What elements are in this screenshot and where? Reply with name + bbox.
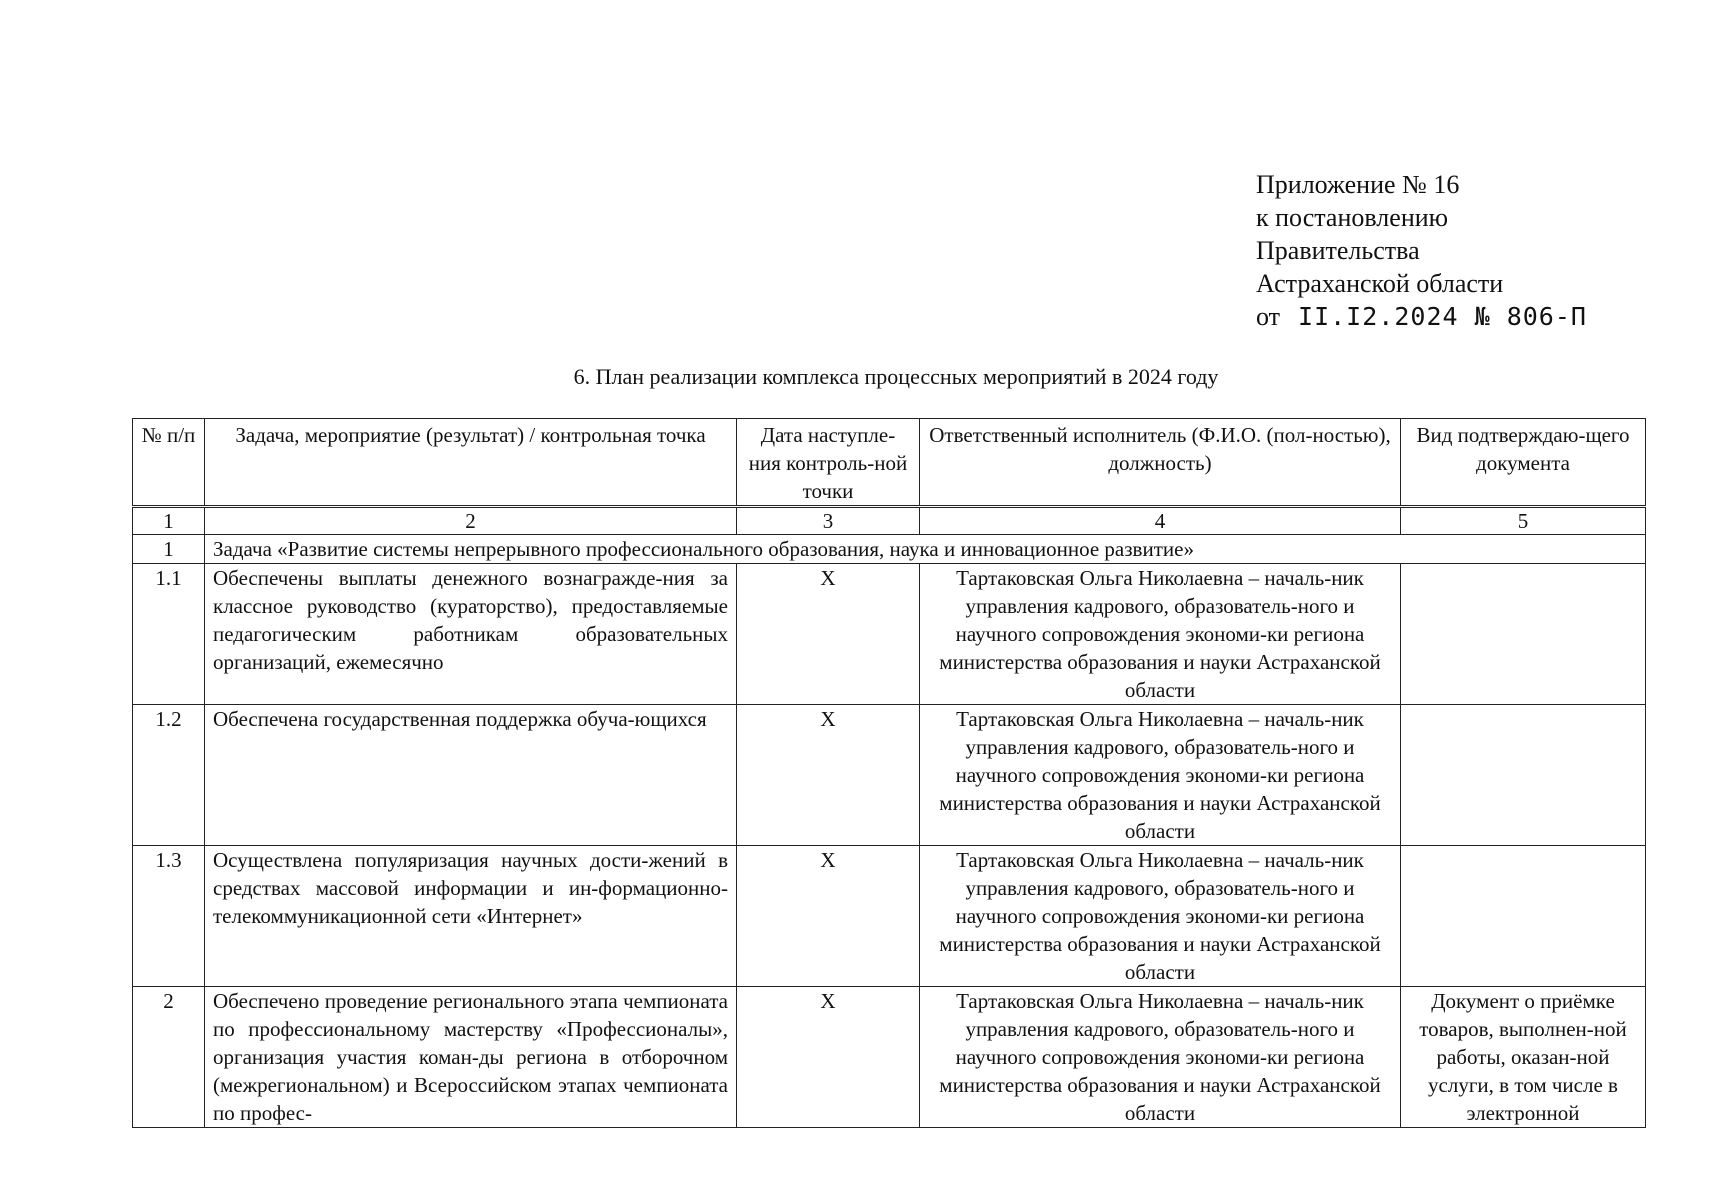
row-responsible: Тартаковская Ольга Николаевна – началь-ник управления кадрового, образователь-ного и научного сопровождения экономи-ки региона министерства образования и науки Астраханской области [920,987,1401,1128]
header-row [133,419,1646,507]
row-event: Осуществлена популяризация научных дости-жений в средствах массовой информации и ин-формационно-телекоммуникационной сети «Интернет» [205,846,737,987]
column-number: 4 [920,507,1401,535]
header-responsible: Ответственный исполнитель (Ф.И.О. (пол-ностью), должность) [920,419,1401,507]
row-number: 1.3 [133,846,205,987]
table-row [133,564,1646,705]
row-event: Обеспечены выплаты денежного вознагражде-ния за классное руководство (кураторство), предоставляемые педагогическим работникам образовательных организаций, ежемесячно [205,564,737,705]
task-row [133,535,1646,564]
appendix-line-3: Правительства [1256,236,1420,265]
task-text: Задача «Развитие системы непрерывного профессионального образования, наука и инновационное развитие» [205,535,1646,564]
header-event: Задача, мероприятие (результат) / контрольная точка [205,419,737,507]
appendix-line-2: к постановлению [1256,203,1449,232]
row-number: 2 [133,987,205,1128]
row-document: Документ о приёмке товаров, выполнен-ной работы, оказан-ной услуги, в том числе в электронной [1401,987,1646,1128]
decree-line [1256,300,1587,333]
row-date: X [737,705,920,846]
task-number: 1 [133,535,205,564]
column-number: 1 [133,507,205,535]
row-responsible: Тартаковская Ольга Николаевна – началь-ник управления кадрового, образователь-ного и научного сопровождения экономи-ки региона министерства образования и науки Астраханской области [920,705,1401,846]
column-number: 2 [205,507,737,535]
table-row [133,987,1646,1128]
row-document [1401,846,1646,987]
row-number: 1.1 [133,564,205,705]
decree-prefix: от [1256,302,1281,331]
row-document [1401,705,1646,846]
row-date: X [737,987,920,1128]
table-row [133,705,1646,846]
appendix-block [1256,168,1587,333]
row-date: X [737,846,920,987]
decree-number: II.I2.2024 № 806-П [1298,302,1587,331]
column-number: 5 [1401,507,1646,535]
plan-table [132,418,1646,1128]
column-number: 3 [737,507,920,535]
row-event: Обеспечено проведение регионального этапа чемпионата по профессиональному мастерству «Профессионалы», организация участия коман-ды региона в отборочном (межрегиональном) и Всероссийском этапах чемпионата по профес- [205,987,737,1128]
header-date: Дата наступле-ния контроль-ной точки [737,419,920,507]
row-responsible: Тартаковская Ольга Николаевна – началь-ник управления кадрового, образователь-ного и научного сопровождения экономи-ки региона министерства образования и науки Астраханской области [920,846,1401,987]
appendix-line-4: Астраханской области [1256,269,1504,298]
header-document: Вид подтверждаю-щего документа [1401,419,1646,507]
row-number: 1.2 [133,705,205,846]
table-row [133,846,1646,987]
row-responsible: Тартаковская Ольга Николаевна – началь-ник управления кадрового, образователь-ного и научного сопровождения экономи-ки региона министерства образования и науки Астраханской области [920,564,1401,705]
column-number-row [133,507,1646,535]
row-event: Обеспечена государственная поддержка обуча-ющихся [205,705,737,846]
row-document [1401,564,1646,705]
appendix-line-1: Приложение № 16 [1256,170,1460,199]
row-date: X [737,564,920,705]
document-title: 6. План реализации комплекса процессных мероприятий в 2024 году [573,364,1219,389]
header-number: № п/п [133,419,205,507]
